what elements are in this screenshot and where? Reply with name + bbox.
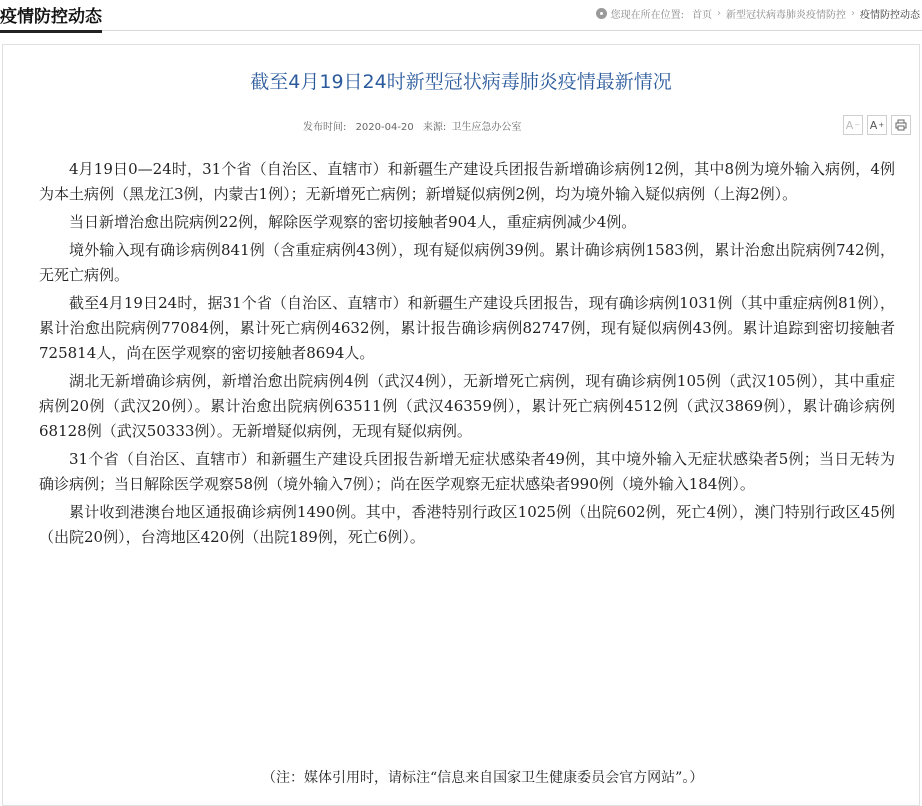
section-title: 疫情防控动态: [0, 2, 102, 33]
source-label: 来源:: [422, 122, 447, 133]
article-meta: [303, 118, 527, 133]
breadcrumb-home-link[interactable]: 首页: [692, 10, 712, 21]
article-paragraph: 当日新增治愈出院病例22例，解除医学观察的密切接触者904人，重症病例减少4例。: [69, 213, 637, 231]
article-paragraph: 累计收到港澳台地区通报确诊病例1490例。其中，香港特别行政区1025例（出院602例，死亡4例），澳门特别行政区45例（出院20例），台湾地区420例（出院189例，死亡6例）。: [39, 503, 895, 546]
article-title: 截至4月19日24时新型冠状病毒肺炎疫情最新情况: [250, 71, 672, 93]
breadcrumb-prefix: 您现在所在位置:: [610, 10, 684, 21]
article-paragraph: 31个省（自治区、直辖市）和新疆生产建设兵团报告新增无症状感染者49例，其中境外输入无症状感染者5例；当日无转为确诊病例；当日解除医学观察58例（境外输入7例）；尚在医学观察无症状感染者990例（境外输入184例）。: [39, 450, 895, 493]
print-button[interactable]: [891, 115, 911, 135]
font-decrease-label: A: [845, 118, 854, 132]
source-name: 卫生应急办公室: [451, 122, 522, 133]
plus-icon: +: [878, 121, 885, 129]
article-paragraph: 4月19日0—24时，31个省（自治区、直辖市）和新疆生产建设兵团报告新增确诊病例12例，其中8例为境外输入病例，4例为本土病例（黑龙江3例，内蒙古1例）；无新增死亡病例；新增疑似病例2例，均为境外输入疑似病例（上海2例）。: [39, 160, 895, 203]
location-pin-icon: [596, 8, 607, 19]
font-increase-button[interactable]: [867, 115, 887, 135]
article-paragraph: 截至4月19日24时，据31个省（自治区、直辖市）和新疆生产建设兵团报告，现有确诊病例1031例（其中重症病例81例），累计治愈出院病例77084例，累计死亡病例4632例，累计报告确诊病例82747例，现有疑似病例43例。累计追踪到密切接触者725814人，尚在医学观察的密切接触者8694人。: [39, 294, 895, 362]
font-decrease-button[interactable]: [843, 115, 863, 135]
breadcrumb: [596, 6, 920, 21]
article-paragraph: 湖北无新增确诊病例，新增治愈出院病例4例（武汉4例），无新增死亡病例，现有确诊病例105例（武汉105例），其中重症病例20例（武汉20例）。累计治愈出院病例63511例（武汉46359例），累计死亡病例4512例（武汉3869例），累计确诊病例68128例（武汉50333例）。无新增疑似病例，无现有疑似病例。: [39, 372, 895, 440]
published-date: 2020-04-20: [355, 122, 414, 133]
breadcrumb-separator: ›: [717, 8, 721, 19]
minus-icon: −: [854, 121, 861, 129]
article-paragraph: 境外输入现有确诊病例841例（含重症病例43例），现有疑似病例39例。累计确诊病例1583例，累计治愈出院病例742例，无死亡病例。: [39, 241, 895, 284]
article-footnote: （注：媒体引用时，请标注“信息来自国家卫生健康委员会官方网站”。）: [262, 770, 704, 786]
article-body: [39, 157, 895, 553]
article-panel: [2, 44, 920, 806]
breadcrumb-covid-prevention-link[interactable]: 新型冠状病毒肺炎疫情防控: [726, 10, 846, 21]
article-tools: [843, 115, 911, 135]
breadcrumb-separator: ›: [851, 8, 855, 19]
published-label: 发布时间:: [303, 122, 347, 133]
print-icon: [895, 119, 907, 131]
top-bar: [0, 0, 922, 31]
breadcrumb-current-page[interactable]: 疫情防控动态: [860, 10, 920, 21]
font-increase-label: A: [869, 118, 878, 132]
